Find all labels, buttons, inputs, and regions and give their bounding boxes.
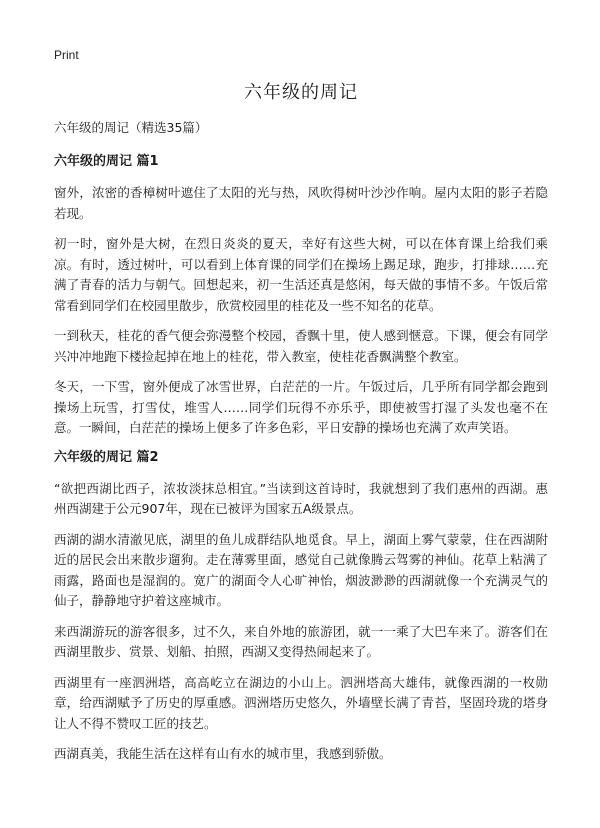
document-title: 六年级的周记 <box>244 82 358 103</box>
paragraph: 一到秋天，桂花的香气便会弥漫整个校园，香飘十里，使人感到惬意。下课，便会有同学兴冲冲地跑下楼捡起掉在地上的桂花，带入教室，使桂花香飘满整个教室。 <box>54 328 548 364</box>
print-link[interactable]: Print <box>54 48 79 62</box>
paragraph: 西湖里有一座泗洲塔，高高屹立在湖边的小山上。泗洲塔高大雄伟，就像西湖的一枚勋章，给西湖赋予了历史的厚重感。泗洲塔历史悠久，外墙壁长满了青苔，坚固玲珑的塔身让人不得不赞叹工匠的技艺。 <box>54 674 548 731</box>
section-1 <box>54 153 548 439</box>
paragraph: “欲把西湖比西子，浓妆淡抹总相宜。”当读到这首诗时，我就想到了我们惠州的西湖。惠州西湖建于公元907年，现在已被评为国家五A级景点。 <box>54 480 548 516</box>
paragraph: 初一时，窗外是大树，在烈日炎炎的夏天，幸好有这些大树，可以在体育课上给我们乘凉。有时，透过树叶，可以看到上体育课的同学们在操场上踢足球，跑步，打排球……充满了青春的活力与朝气。回想起来，初一生活还真是悠闲，每天做的事情不多。午饭后常常看到同学们在校园里散步，欣赏校园里的桂花及一些不知名的花草。 <box>54 236 548 313</box>
paragraph: 来西湖游玩的游客很多，过不久，来自外地的旅游团，就一一乘了大巴车来了。游客们在西湖里散步、赏景、划船、拍照，西湖又变得热闹起来了。 <box>54 623 548 659</box>
paragraph: 西湖真美，我能生活在这样有山有水的城市里，我感到骄傲。 <box>54 746 392 761</box>
paragraph: 窗外，浓密的香樟树叶遮住了太阳的光与热，风吹得树叶沙沙作响。屋内太阳的影子若隐若现。 <box>54 185 548 221</box>
paragraph: 冬天，一下雪，窗外便成了冰雪世界，白茫茫的一片。午饭过后，几乎所有同学都会跑到操场上玩雪，打雪仗，堆雪人……同学们玩得不亦乐乎，即使被雪打湿了头发也毫不在意。一瞬间，白茫茫的操场上便多了许多色彩，平日安静的操场也充满了欢声笑语。 <box>54 379 548 435</box>
section-2 <box>54 449 548 765</box>
document-subtitle: 六年级的周记（精选35篇） <box>54 120 208 135</box>
paragraph: 西湖的湖水清澈见底，湖里的鱼儿成群结队地觅食。早上，湖面上雾气蒙蒙，住在西湖附近的居民会出来散步遛狗。走在薄雾里面，感觉自己就像腾云驾雾的神仙。花草上粘满了雨露，路面也是湿润的。宽广的湖面令人心旷神怡，烟波渺渺的西湖就像一个充满灵气的仙子，静静地守护着这座城市。 <box>54 531 548 608</box>
section-heading: 六年级的周记 篇1 <box>54 154 159 169</box>
section-heading: 六年级的周记 篇2 <box>54 449 159 465</box>
